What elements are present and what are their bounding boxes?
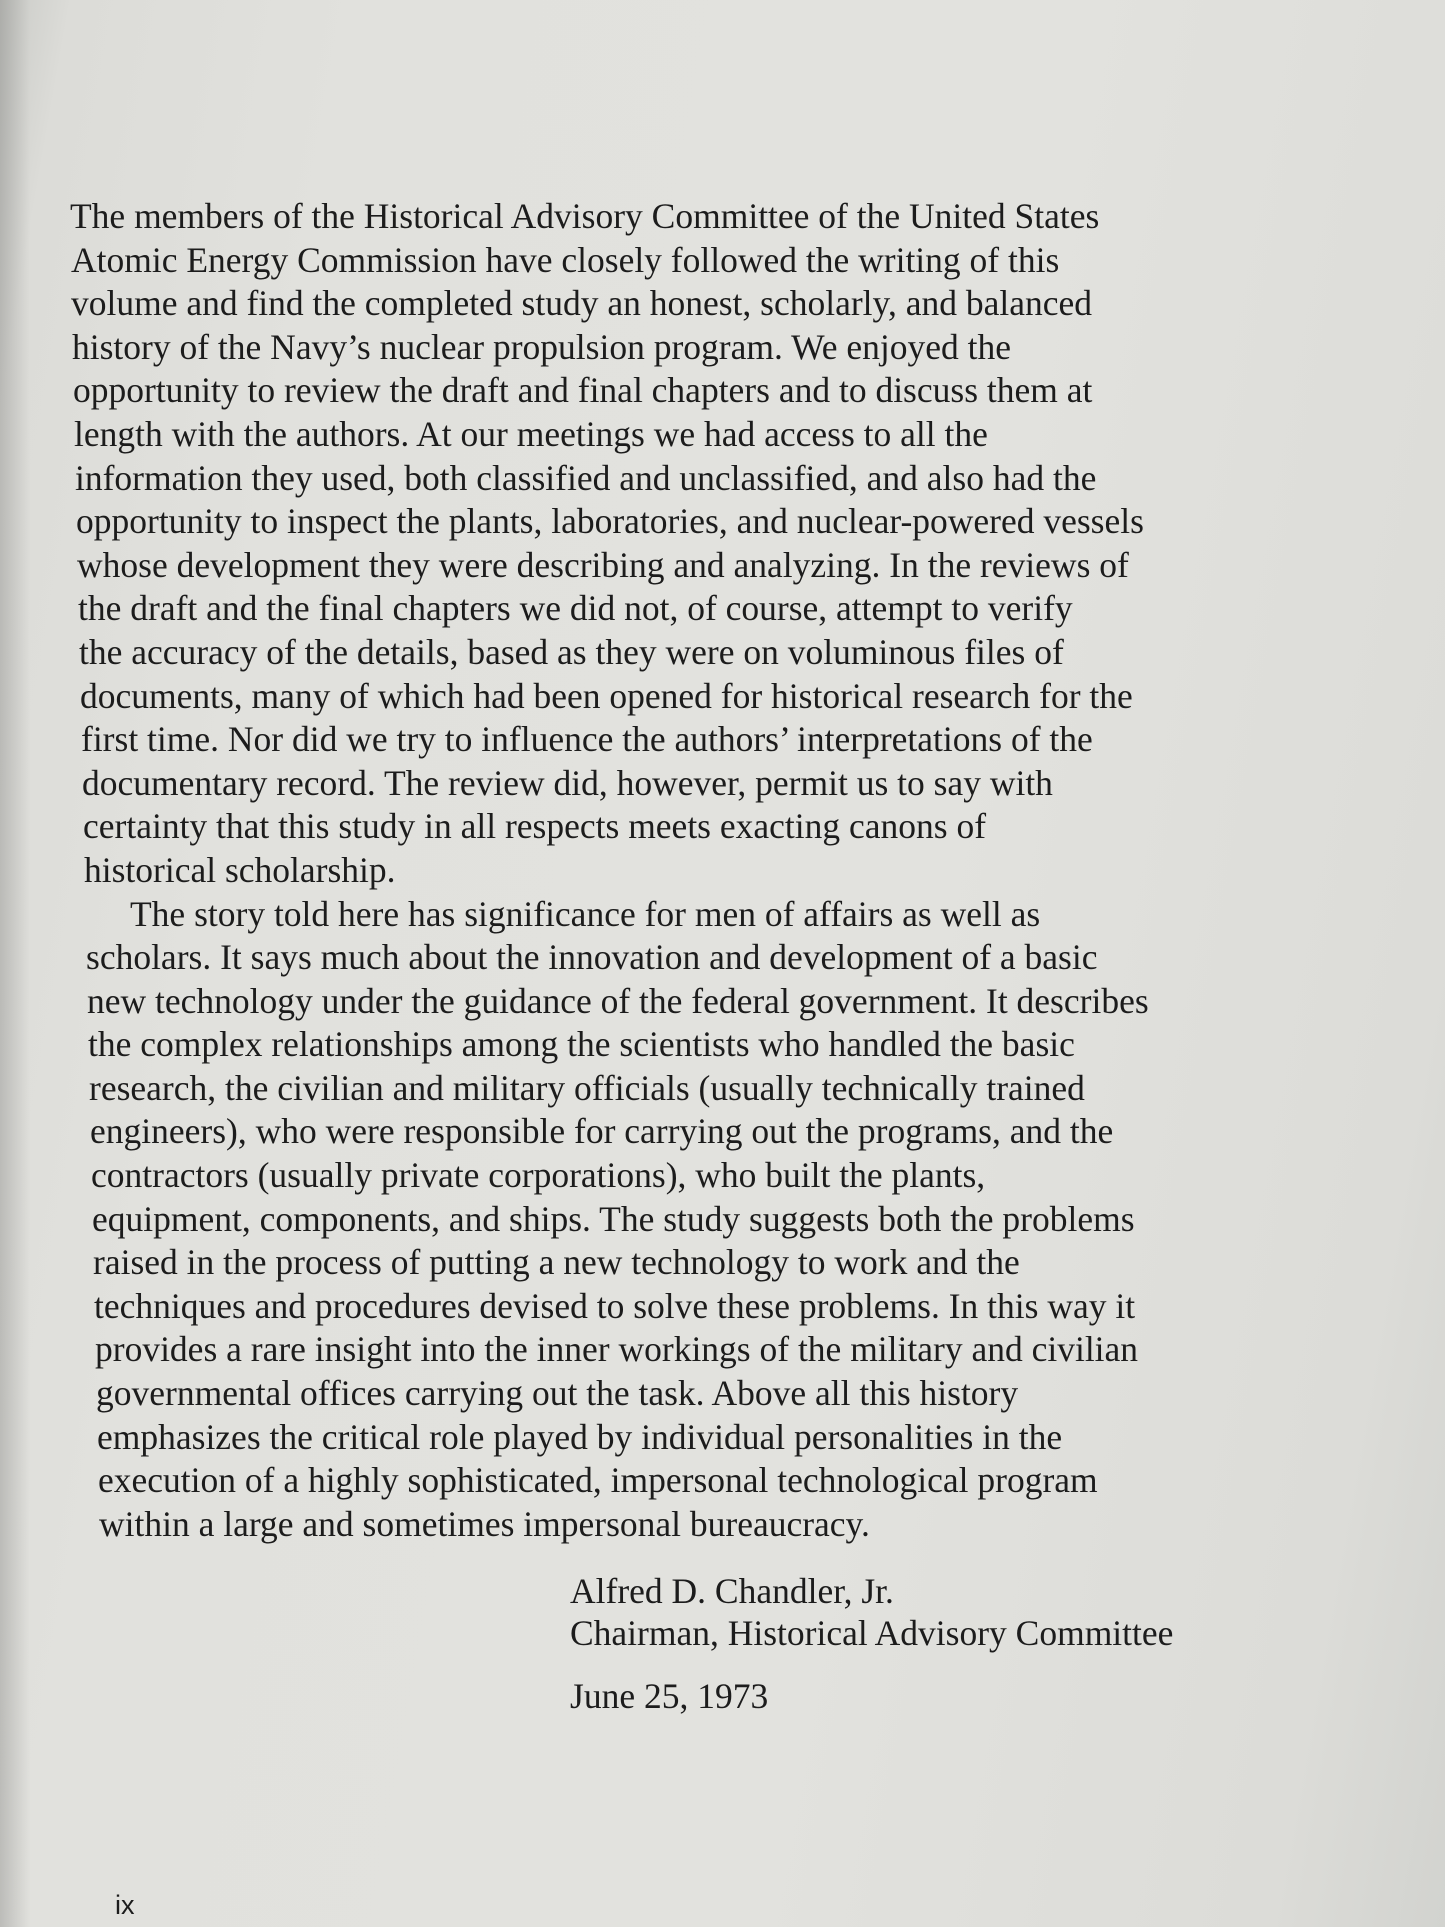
signature-block <box>570 1570 1173 1654</box>
text-line: volume and find the completed study an honest, scholarly, and balanced <box>71 283 1092 324</box>
text-line: length with the authors. At our meetings we had access to all the <box>74 413 988 454</box>
text-line: documents, many of which had been opened for historical research for the <box>80 675 1133 716</box>
page-number: ix <box>115 1890 135 1920</box>
text-line: contractors (usually private corporations), who built the plants, <box>91 1155 986 1196</box>
text-line: raised in the process of putting a new technology to work and the <box>93 1242 1020 1283</box>
text-line: opportunity to inspect the plants, laboratories, and nuclear-powered vessels <box>76 501 1144 542</box>
text-line: history of the Navy’s nuclear propulsion program. We enjoyed the <box>72 326 1011 367</box>
text-line: information they used, both classified and unclassified, and also had the <box>75 457 1097 498</box>
text-line: historical scholarship. <box>84 849 396 890</box>
paragraph-1 <box>70 195 1250 893</box>
text-line: first time. Nor did we try to influence the authors’ interpretations of the <box>81 719 1093 760</box>
text-line: The members of the Historical Advisory Committee of the United States <box>70 196 1100 236</box>
text-line: scholars. It says much about the innovation and development of a basic <box>86 937 1098 978</box>
text-line: Atomic Energy Commission have closely followed the writing of this <box>71 239 1060 280</box>
text-line: new technology under the guidance of the federal government. It describes <box>87 980 1149 1021</box>
text-line: opportunity to review the draft and final chapters and to discuss them at <box>73 370 1093 411</box>
text-line: the accuracy of the details, based as they were on voluminous files of <box>79 631 1064 672</box>
text-line: techniques and procedures devised to solve these problems. In this way it <box>94 1285 1136 1326</box>
text-line: The story told here has significance for men of affairs as well as <box>130 893 1041 934</box>
text-line: execution of a highly sophisticated, impersonal technological program <box>98 1460 1098 1501</box>
signature-date: June 25, 1973 <box>570 1676 769 1716</box>
text-line: within a large and sometimes impersonal bureaucracy. <box>99 1503 870 1544</box>
text-line: the draft and the final chapters we did not, of course, attempt to verify <box>78 588 1073 629</box>
text-line: emphasizes the critical role played by individual personalities in the <box>97 1416 1063 1457</box>
text-line: equipment, components, and ships. The study suggests both the problems <box>92 1198 1135 1239</box>
text-line: research, the civilian and military officials (usually technically trained <box>89 1067 1085 1108</box>
text-line: certainty that this study in all respects meets exacting canons of <box>83 806 987 847</box>
signatory-title: Chairman, Historical Advisory Committee <box>570 1613 1174 1653</box>
text-line: engineers), who were responsible for carrying out the programs, and the <box>90 1111 1114 1152</box>
text-line: the complex relationships among the scientists who handled the basic <box>88 1024 1075 1065</box>
text-line: governmental offices carrying out the task. Above all this history <box>96 1373 1019 1414</box>
foreword-text <box>70 195 1250 1546</box>
signatory-name: Alfred D. Chandler, Jr. <box>570 1571 894 1611</box>
text-line: whose development they were describing and analyzing. In the reviews of <box>77 544 1129 585</box>
text-line: provides a rare insight into the inner workings of the military and civilian <box>95 1329 1139 1370</box>
text-line: documentary record. The review did, however, permit us to say with <box>82 762 1053 803</box>
paragraph-2 <box>70 893 1250 1547</box>
page-edge-shadow <box>0 0 30 1927</box>
